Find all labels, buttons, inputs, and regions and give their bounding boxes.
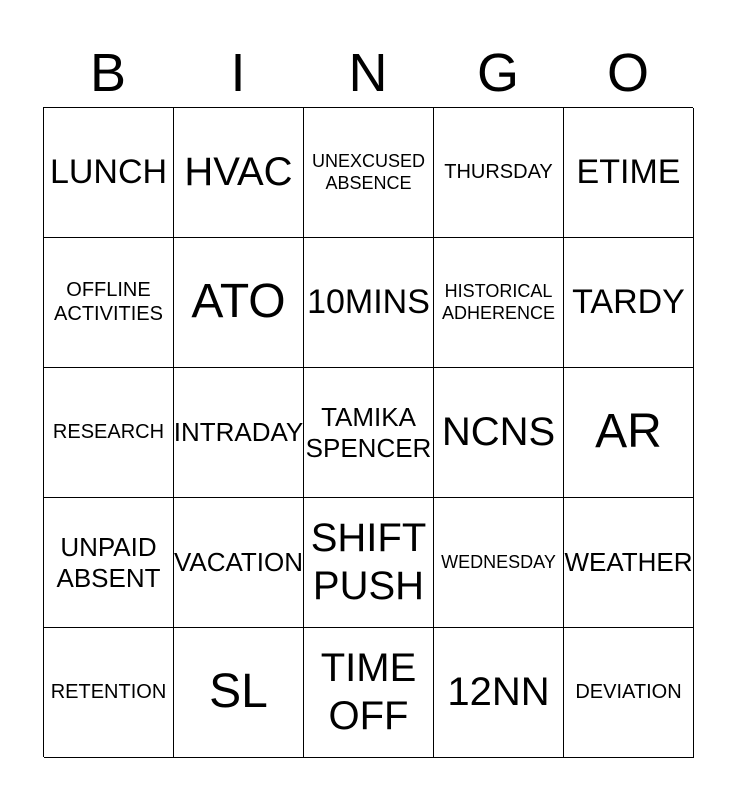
bingo-cell[interactable] (174, 368, 304, 498)
bingo-cell[interactable] (44, 108, 174, 238)
bingo-header (43, 40, 693, 106)
cell-label: TIME OFF (320, 646, 417, 738)
bingo-cell[interactable] (44, 498, 174, 628)
cell-label: VACATION (174, 547, 304, 578)
bingo-cell[interactable] (434, 108, 564, 238)
cell-label: NCNS (441, 409, 556, 454)
bingo-cell[interactable] (434, 498, 564, 628)
cell-label: DEVIATION (575, 680, 682, 703)
bingo-cell[interactable] (564, 238, 694, 368)
cell-label: SL (209, 665, 268, 719)
bingo-cell[interactable] (564, 108, 694, 238)
bingo-cell[interactable] (304, 238, 434, 368)
bingo-cell[interactable] (564, 628, 694, 758)
bingo-cell[interactable] (44, 628, 174, 758)
cell-label: RETENTION (50, 680, 167, 703)
cell-label: SHIFT PUSH (310, 516, 427, 608)
cell-label: UNEXCUSED ABSENCE (311, 151, 426, 193)
bingo-cell[interactable] (434, 628, 564, 758)
bingo-cell[interactable] (174, 628, 304, 758)
bingo-cell[interactable] (304, 368, 434, 498)
cell-label: HVAC (184, 149, 293, 194)
cell-label: RESEARCH (52, 420, 165, 443)
header-letter-b: B (89, 43, 127, 103)
bingo-cell[interactable] (304, 108, 434, 238)
header-letter-g: G (476, 43, 519, 103)
cell-label: THURSDAY (444, 160, 553, 183)
bingo-cell[interactable] (564, 498, 694, 628)
bingo-cell[interactable] (304, 498, 434, 628)
cell-label: WEDNESDAY (441, 551, 556, 572)
cell-label: ETIME (576, 153, 681, 192)
cell-label: LUNCH (49, 153, 168, 192)
bingo-cell[interactable] (44, 238, 174, 368)
header-letter-i: I (230, 43, 246, 103)
cell-label: AR (595, 405, 662, 459)
bingo-cell[interactable] (174, 498, 304, 628)
cell-label: ATO (191, 275, 286, 329)
bingo-cell[interactable] (434, 238, 564, 368)
bingo-cell[interactable] (434, 368, 564, 498)
bingo-cell[interactable] (304, 628, 434, 758)
header-letter-n: N (348, 43, 388, 103)
header-letter-o: O (606, 43, 649, 103)
cell-label: INTRADAY (174, 417, 304, 448)
cell-label: HISTORICAL ADHERENCE (441, 281, 556, 323)
bingo-cell[interactable] (44, 368, 174, 498)
cell-label: 12NN (447, 669, 550, 714)
cell-label: TAMIKA SPENCER (305, 401, 432, 463)
cell-label: 10MINS (307, 283, 430, 322)
bingo-cell[interactable] (174, 238, 304, 368)
cell-label: UNPAID ABSENT (56, 531, 161, 593)
cell-label: WEATHER (564, 547, 693, 578)
cell-label: OFFLINE ACTIVITIES (54, 278, 163, 325)
bingo-cell[interactable] (564, 368, 694, 498)
bingo-board (43, 107, 693, 757)
cell-label: TARDY (572, 283, 685, 322)
bingo-cell[interactable] (174, 108, 304, 238)
